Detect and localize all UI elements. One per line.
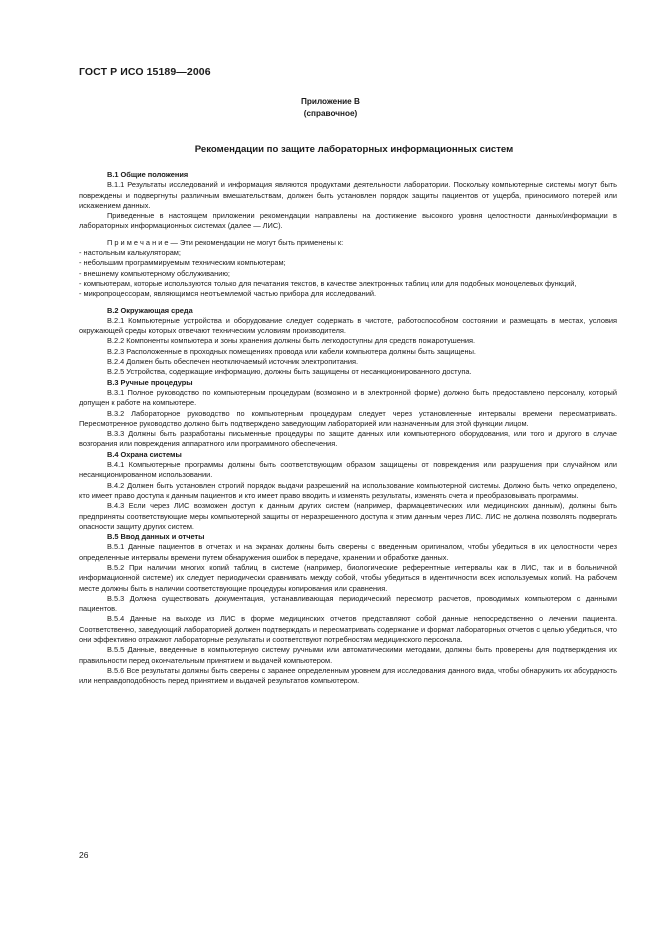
paragraph: В.4.1 Компьютерные программы должны быть соответствующим образом защищены от повреждения или разрушения при случайном или несанкционированном использовании. bbox=[79, 460, 617, 480]
page-number: 26 bbox=[79, 850, 89, 860]
paragraph: В.4.3 Если через ЛИС возможен доступ к данным других систем (например, фармацевтических или медицинских данным), должны быть предприняты соответствующие меры компьютерной защиты от неразрешенного доступа к этим данным через ЛИС. ЛИС не должна позволять подвергать опасности защиту других систем. bbox=[79, 501, 617, 531]
paragraph: В.5.5 Данные, введенные в компьютерную систему ручными или автоматическими методами, должны быть проверены для подтверждения их правильности перед окончательным принятием и выдачей компьютером. bbox=[79, 645, 617, 665]
paragraph: В.5.2 При наличии многих копий таблиц в системе (например, биологические референтные интервалы как в ЛИС, так и в больничной информационной системе) их следует периодически сравнивать между собой, чтобы убедиться в идентичности всех используемых копий. На рабочем месте должны быть в наличии соответствующие процедуры копирования или сравнения. bbox=[79, 562, 617, 593]
list-item: - внешнему компьютерному обслуживанию; bbox=[79, 268, 230, 278]
paragraph: В.5.6 Все результаты должны быть сверены с заранее определенным уровнем для исследования данного вида, чтобы обнаружить их абсурдность или неправдоподобность перед принятием и выдачей результатов компьютером. bbox=[79, 665, 617, 686]
standard-header: ГОСТ Р ИСО 15189—2006 bbox=[79, 66, 211, 78]
section-heading: В.4 Охрана системы bbox=[107, 449, 182, 459]
list-item: - настольным калькуляторам; bbox=[79, 248, 181, 258]
annex-title: Рекомендации по защите лабораторных информационных систем bbox=[194, 144, 514, 155]
paragraph: В.3.1 Полное руководство по компьютерным процедурам (возможно и в электронной форме) должно быть предоставлено персоналу, который допущен к работе на компьютере. bbox=[79, 387, 617, 408]
note-paragraph: П р и м е ч а н и е — Эти рекомендации не могут быть применены к: bbox=[107, 237, 344, 247]
paragraph: Приведенные в настоящем приложении рекомендации направлены на достижение высокого уровня целостности данных/информации в лабораторных информационных системах (далее — ЛИС). bbox=[79, 211, 617, 231]
annex-label: Приложение В bbox=[301, 97, 360, 106]
paragraph: В.2.1 Компьютерные устройства и оборудование следует содержать в чистоте, работоспособном состоянии и размещать в местах, условия окружающей среды которых отвечают техническим условиям производителя. bbox=[79, 315, 617, 336]
annex-heading bbox=[0, 96, 661, 120]
paragraph: В.5.1 Данные пациентов в отчетах и на экранах должны быть сверены с введенным оригиналом, чтобы убедиться в их целостности через определенные интервалы времени путем обнаружения ошибок в передаче, хранении и обработке данных. bbox=[79, 542, 617, 562]
list-item: - компьютерам, которые используются только для печатания текстов, в качестве электронных таблиц или для подобных моноцелевых функций, bbox=[79, 278, 577, 288]
paragraph: В.2.3 Расположенные в проходных помещениях провода или кабели компьютера должны быть защищены. bbox=[107, 346, 476, 356]
paragraph: В.2.4 Должен быть обеспечен неотключаемый источник электропитания. bbox=[107, 357, 359, 367]
annex-type: (справочное) bbox=[303, 109, 358, 118]
paragraph: В.5.3 Должна существовать документация, устанавливающая периодический пересмотр расчетов, проводимых компьютером с данными пациентов. bbox=[79, 593, 617, 614]
section-heading: В.5 Ввод данных и отчеты bbox=[107, 532, 205, 542]
paragraph: В.3.3 Должны быть разработаны письменные процедуры по защите данных или компьютерного оборудования, или того и другого в случае возгорания или повреждения аппаратного или программного обеспечения. bbox=[79, 429, 617, 449]
annex-body bbox=[79, 170, 617, 687]
paragraph: В.1.1 Результаты исследований и информация являются продуктами деятельности лаборатории. Поскольку компьютерные системы могут быть повреждены и подвергнуты различным вмешательствам, должен быть установлен порядок защиты пациентов от ущерба, приносимого потерей или искажением данных. bbox=[79, 180, 617, 210]
paragraph: В.5.4 Данные на выходе из ЛИС в форме медицинских отчетов представляют собой данные непосредственно о лечении пациента. Соответственно, заведующий лабораторией должен подтверждать и пересматривать содержание и формат лабораторных отчетов с целью убедиться, что они эффективно отражают лабораторные результаты и соответствуют потребностям медицинского персонала. bbox=[79, 614, 617, 645]
paragraph: В.2.2 Компоненты компьютера и зоны хранения должны быть легкодоступны для средств пожаротушения. bbox=[107, 336, 476, 346]
paragraph: В.2.5 Устройства, содержащие информацию, должны быть защищены от несанкционированного доступа. bbox=[107, 367, 472, 377]
list-item: - микропроцессорам, являющимся неотъемлемой частью прибора для исследований. bbox=[79, 289, 377, 299]
list-item: - небольшим программируемым техническим компьютерам; bbox=[79, 258, 286, 268]
section-heading: В.1 Общие положения bbox=[107, 170, 189, 179]
paragraph: В.3.2 Лабораторное руководство по компьютерным процедурам следует через установленные интервалы времени пересматривать. Пересмотренное руководство должно быть подтверждено заведующим лабораторией или назначенным для этой функции лицом. bbox=[79, 408, 617, 428]
paragraph: В.4.2 Должен быть установлен строгий порядок выдачи разрешений на использование компьютерной системы. Должно быть четко определено, кто имеет право доступа к данным пациентов и кто имеет право вводить и изменять результаты, изменять счета и преобразовывать программы. bbox=[79, 480, 617, 500]
section-heading: В.3 Ручные процедуры bbox=[107, 377, 193, 387]
section-heading: В.2 Окружающая среда bbox=[107, 305, 193, 315]
